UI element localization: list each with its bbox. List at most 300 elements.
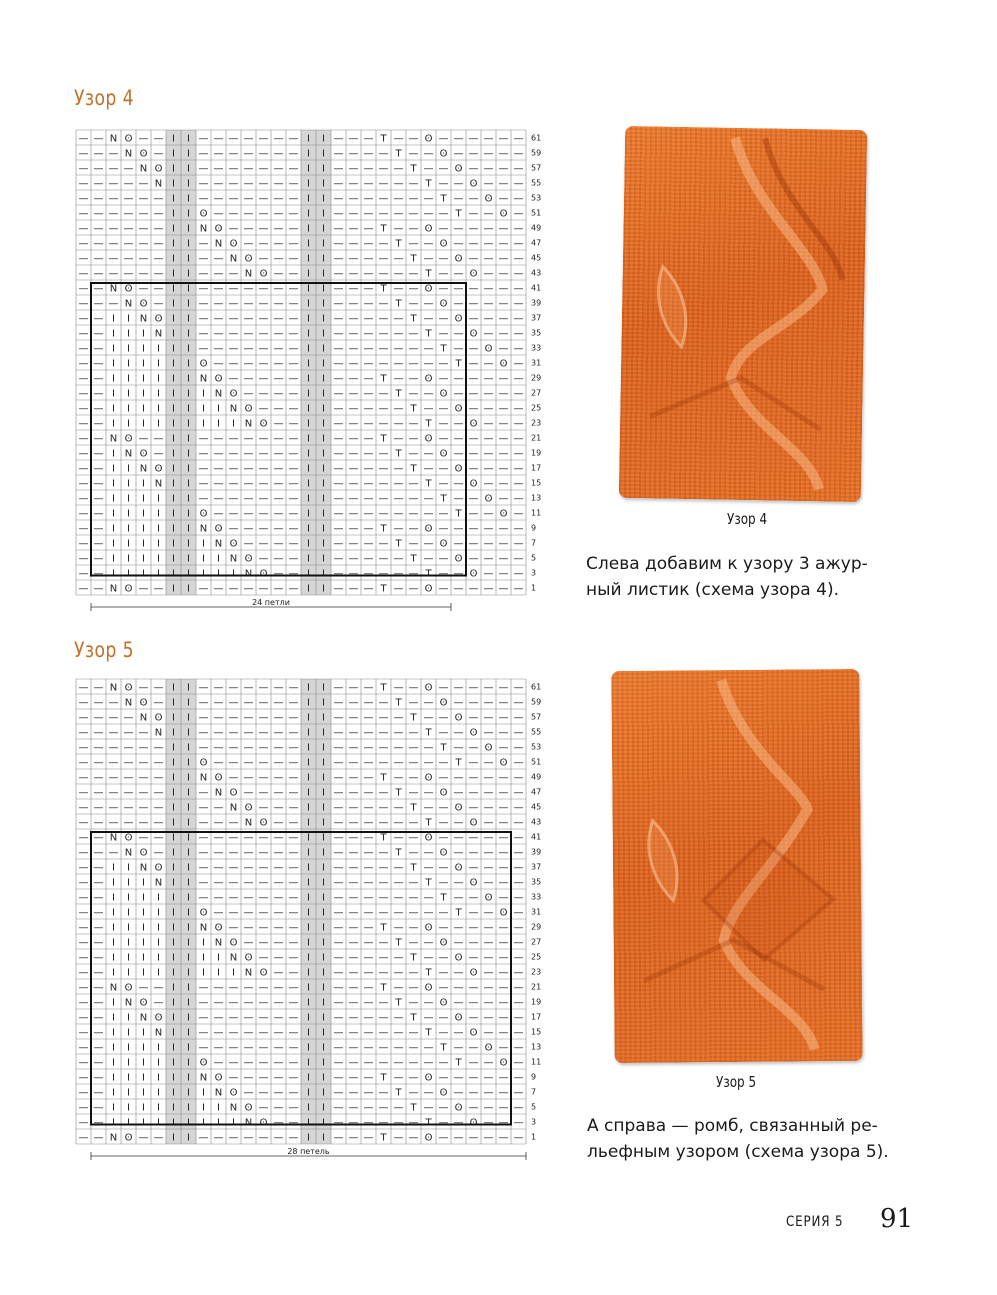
row-label: 21 [531, 982, 542, 992]
chart-symbol: I [172, 952, 175, 964]
chart-symbol: — [453, 568, 464, 580]
chart-symbol: — [453, 388, 464, 400]
chart-symbol: — [108, 268, 119, 280]
chart-symbol: — [498, 583, 509, 595]
chart-symbol: I [322, 772, 325, 784]
chart-symbol: T [380, 832, 387, 844]
chart-symbol: — [348, 358, 359, 370]
chart-symbol: — [453, 373, 464, 385]
chart-symbol: I [172, 727, 175, 739]
chart-symbol: I [157, 907, 160, 919]
chart-symbol: — [78, 223, 89, 235]
chart-symbol: I [187, 298, 190, 310]
chart-symbol: — [198, 283, 209, 295]
chart-symbol: — [393, 922, 404, 934]
chart-symbol: — [273, 133, 284, 145]
chart-symbol: I [307, 403, 310, 415]
chart-symbol: — [483, 538, 494, 550]
chart-symbol: — [468, 742, 479, 754]
chart-symbol: I [157, 1072, 160, 1084]
chart-symbol: — [93, 997, 104, 1009]
chart-symbol: — [273, 508, 284, 520]
chart-symbol: I [187, 922, 190, 934]
chart-symbol: ʘ [124, 283, 133, 295]
chart-symbol: — [273, 832, 284, 844]
chart-symbol: I [112, 538, 115, 550]
chart-symbol: — [513, 253, 524, 265]
chart-symbol: — [288, 328, 299, 340]
chart-symbol: — [363, 787, 374, 799]
chart-symbol: — [393, 862, 404, 874]
chart-symbol: I [187, 508, 190, 520]
chart-symbol: — [498, 1012, 509, 1024]
chart-symbol: — [483, 757, 494, 769]
chart-symbol: — [363, 373, 374, 385]
chart-symbol: — [378, 148, 389, 160]
chart-symbol: — [213, 757, 224, 769]
chart-symbol: — [93, 538, 104, 550]
row-label: 41 [531, 283, 542, 293]
chart-symbol: — [213, 802, 224, 814]
chart-symbol: — [273, 1042, 284, 1054]
chart-symbol: I [172, 1087, 175, 1099]
chart-symbol: I [187, 463, 190, 475]
chart-symbol: I [172, 223, 175, 235]
chart-symbol: I [157, 538, 160, 550]
chart-symbol: — [138, 193, 149, 205]
chart-symbol: — [108, 223, 119, 235]
chart-symbol: I [157, 937, 160, 949]
chart-symbol: — [153, 283, 164, 295]
chart-symbol: — [513, 727, 524, 739]
chart-symbol: I [307, 952, 310, 964]
chart-symbol: — [288, 997, 299, 1009]
chart-symbol: T [395, 448, 402, 460]
chart-symbol: — [93, 1117, 104, 1129]
chart-symbol: — [333, 208, 344, 220]
chart-symbol: — [228, 313, 239, 325]
chart-symbol: I [112, 922, 115, 934]
chart-symbol: — [198, 328, 209, 340]
chart-symbol: — [78, 583, 89, 595]
chart-symbol: — [363, 817, 374, 829]
chart-symbol: — [288, 358, 299, 370]
chart-symbol: I [142, 892, 145, 904]
chart-symbol: I [127, 493, 130, 505]
chart-symbol: — [408, 817, 419, 829]
chart-symbol: — [363, 922, 374, 934]
chart-symbol: — [228, 907, 239, 919]
chart-symbol: — [258, 1057, 269, 1069]
chart-symbol: — [258, 922, 269, 934]
chart-symbol: — [273, 802, 284, 814]
chart-symbol: — [498, 388, 509, 400]
chart-symbol: — [153, 817, 164, 829]
chart-symbol: ʘ [199, 358, 208, 370]
chart-symbol: — [348, 1132, 359, 1144]
chart-symbol: — [453, 493, 464, 505]
chart-symbol: — [93, 148, 104, 160]
chart-symbol: — [438, 328, 449, 340]
chart-symbol: I [322, 328, 325, 340]
chart-symbol: — [393, 583, 404, 595]
chart-symbol: — [483, 508, 494, 520]
row-label: 11 [531, 1057, 542, 1067]
chart-symbol: — [228, 343, 239, 355]
chart-symbol: — [273, 952, 284, 964]
chart-symbol: — [483, 163, 494, 175]
chart-symbol: — [198, 847, 209, 859]
chart-symbol: — [438, 313, 449, 325]
chart-symbol: — [408, 832, 419, 844]
chart-symbol: I [187, 253, 190, 265]
chart-symbol: — [228, 1132, 239, 1144]
chart-symbol: T [395, 238, 402, 250]
chart-symbol: — [498, 148, 509, 160]
chart-symbol: — [483, 373, 494, 385]
row-label: 3 [531, 568, 537, 578]
chart-symbol: — [393, 343, 404, 355]
chart-symbol: — [348, 313, 359, 325]
chart-symbol: — [78, 298, 89, 310]
chart-symbol: — [378, 937, 389, 949]
chart-symbol: — [483, 697, 494, 709]
chart-symbol: I [112, 493, 115, 505]
chart-symbol: — [258, 208, 269, 220]
chart-symbol: — [288, 433, 299, 445]
chart-symbol: I [157, 403, 160, 415]
chart-symbol: I [187, 283, 190, 295]
chart-symbol: — [348, 283, 359, 295]
chart-symbol: — [78, 1102, 89, 1114]
chart-symbol: — [348, 223, 359, 235]
chart-symbol: — [363, 163, 374, 175]
chart-symbol: — [273, 1117, 284, 1129]
chart-symbol: — [348, 952, 359, 964]
chart-symbol: I [307, 238, 310, 250]
chart-symbol: — [288, 1042, 299, 1054]
chart-symbol: — [468, 712, 479, 724]
chart-symbol: I [187, 583, 190, 595]
chart-symbol: — [228, 682, 239, 694]
chart-symbol: T [425, 727, 432, 739]
chart-symbol: — [153, 997, 164, 1009]
chart-symbol: — [408, 238, 419, 250]
chart-symbol: — [243, 697, 254, 709]
chart-symbol: — [513, 538, 524, 550]
chart-symbol: — [213, 1012, 224, 1024]
chart-symbol: — [468, 772, 479, 784]
chart-symbol: T [410, 163, 417, 175]
chart-symbol: — [93, 757, 104, 769]
chart-symbol: I [112, 1012, 115, 1024]
chart-symbol: — [258, 1102, 269, 1114]
chart-symbol: — [93, 1132, 104, 1144]
chart-symbol: — [288, 1087, 299, 1099]
chart-symbol: — [393, 1102, 404, 1114]
chart-symbol: — [363, 193, 374, 205]
chart-symbol: I [187, 877, 190, 889]
row-label: 21 [531, 433, 542, 443]
chart-symbol: — [483, 463, 494, 475]
chart-symbol: — [153, 298, 164, 310]
chart-symbol: — [258, 553, 269, 565]
chart-symbol: — [273, 757, 284, 769]
chart-symbol: ʘ [214, 1072, 223, 1084]
chart-symbol: — [408, 523, 419, 535]
chart-symbol: — [348, 148, 359, 160]
chart-symbol: I [187, 832, 190, 844]
chart-symbol: — [93, 712, 104, 724]
chart-symbol: I [142, 1042, 145, 1054]
chart-symbol: — [423, 952, 434, 964]
chart-symbol: I [172, 418, 175, 430]
chart-symbol: — [138, 772, 149, 784]
chart-symbol: — [243, 508, 254, 520]
chart-symbol: — [423, 508, 434, 520]
chart-symbol: — [258, 937, 269, 949]
chart-symbol: — [333, 148, 344, 160]
page-number: 91 [880, 1204, 914, 1234]
chart-symbol: — [258, 982, 269, 994]
chart-symbol: I [217, 967, 220, 979]
chart-symbol: — [288, 802, 299, 814]
row-label: 25 [531, 403, 542, 413]
chart-symbol: — [288, 493, 299, 505]
chart-symbol: — [363, 1012, 374, 1024]
chart-symbol: ʘ [124, 832, 133, 844]
chart-symbol: I [307, 997, 310, 1009]
chart-symbol: N [214, 538, 223, 550]
chart-symbol: — [123, 817, 134, 829]
chart-symbol: — [228, 982, 239, 994]
chart-symbol: — [423, 193, 434, 205]
chart-symbol: — [228, 997, 239, 1009]
chart-symbol: — [378, 343, 389, 355]
chart-symbol: — [258, 478, 269, 490]
chart-symbol: I [172, 967, 175, 979]
chart-symbol: — [288, 742, 299, 754]
chart-symbol: — [78, 523, 89, 535]
chart-symbol: — [213, 1027, 224, 1039]
chart-symbol: ʘ [424, 832, 433, 844]
chart-symbol: — [288, 523, 299, 535]
chart-symbol: — [513, 922, 524, 934]
chart-symbol: — [228, 922, 239, 934]
chart-symbol: I [217, 1102, 220, 1114]
chart-symbol: — [423, 553, 434, 565]
chart-symbol: — [513, 877, 524, 889]
chart-symbol: — [513, 1132, 524, 1144]
chart-symbol: — [468, 163, 479, 175]
chart-symbol: — [138, 682, 149, 694]
chart-symbol: I [172, 832, 175, 844]
chart-symbol: — [78, 508, 89, 520]
chart-symbol: — [93, 568, 104, 580]
chart-symbol: — [468, 952, 479, 964]
chart-symbol: — [348, 208, 359, 220]
chart-symbol: — [468, 757, 479, 769]
chart-symbol: T [440, 343, 447, 355]
chart-symbol: I [127, 1042, 130, 1054]
chart-symbol: — [258, 1072, 269, 1084]
chart-symbol: — [363, 313, 374, 325]
chart-symbol: — [453, 178, 464, 190]
chart-symbol: — [408, 418, 419, 430]
chart-symbol: — [438, 1117, 449, 1129]
chart-symbol: I [322, 937, 325, 949]
chart-symbol: — [198, 313, 209, 325]
chart-symbol: — [363, 847, 374, 859]
chart-symbol: — [333, 403, 344, 415]
chart-symbol: — [258, 343, 269, 355]
chart-symbol: — [288, 133, 299, 145]
row-label: 61 [531, 133, 542, 143]
chart-symbol: I [172, 358, 175, 370]
chart-symbol: — [288, 148, 299, 160]
chart-symbol: — [228, 283, 239, 295]
chart-symbol: — [243, 982, 254, 994]
chart-symbol: — [378, 1012, 389, 1024]
chart-symbol: — [243, 757, 254, 769]
chart-symbol: ʘ [139, 847, 148, 859]
chart-symbol: — [453, 982, 464, 994]
chart-symbol: — [93, 583, 104, 595]
chart-symbol: — [483, 712, 494, 724]
chart-symbol: — [498, 1132, 509, 1144]
chart-symbol: — [228, 493, 239, 505]
chart-symbol: I [112, 343, 115, 355]
chart-symbol: I [112, 1102, 115, 1114]
chart-symbol: I [142, 403, 145, 415]
chart-symbol: — [108, 757, 119, 769]
chart-symbol: I [112, 1042, 115, 1054]
chart-symbol: I [112, 403, 115, 415]
chart-symbol: — [228, 772, 239, 784]
chart-symbol: — [348, 238, 359, 250]
chart-symbol: — [288, 268, 299, 280]
chart-symbol: I [322, 448, 325, 460]
chart-symbol: — [423, 892, 434, 904]
chart-symbol: I [172, 328, 175, 340]
chart-symbol: — [378, 463, 389, 475]
chart-symbol: — [438, 523, 449, 535]
chart-symbol: I [187, 358, 190, 370]
chart-symbol: I [142, 373, 145, 385]
chart-symbol: ʘ [154, 712, 163, 724]
chart-symbol: — [243, 1012, 254, 1024]
chart-symbol: ʘ [199, 208, 208, 220]
chart-symbol: I [172, 343, 175, 355]
chart-symbol: — [378, 757, 389, 769]
chart-symbol: I [127, 313, 130, 325]
chart-symbol: — [288, 1072, 299, 1084]
chart-symbol: — [348, 1027, 359, 1039]
chart-symbol: I [187, 373, 190, 385]
chart-symbol: — [288, 757, 299, 769]
row-label: 17 [531, 1012, 542, 1022]
chart-symbol: I [127, 1102, 130, 1114]
chart-symbol: — [273, 373, 284, 385]
chart-symbol: — [513, 178, 524, 190]
chart-symbol: — [153, 772, 164, 784]
chart-symbol: — [453, 817, 464, 829]
chart-symbol: I [307, 358, 310, 370]
chart-symbol: I [307, 298, 310, 310]
chart-symbol: ʘ [499, 1057, 508, 1069]
chart-symbol: I [307, 493, 310, 505]
chart-symbol: ʘ [469, 478, 478, 490]
chart-symbol: — [228, 1072, 239, 1084]
chart-symbol: I [142, 523, 145, 535]
chart-symbol: — [138, 178, 149, 190]
row-label: 23 [531, 967, 542, 977]
chart-symbol: — [258, 583, 269, 595]
chart-symbol: — [498, 712, 509, 724]
chart-symbol: I [127, 1087, 130, 1099]
chart-symbol: — [468, 1042, 479, 1054]
chart-symbol: I [172, 1102, 175, 1114]
row-label: 17 [531, 463, 542, 473]
row-label: 35 [531, 328, 542, 338]
chart-symbol: — [93, 922, 104, 934]
chart-symbol: — [453, 523, 464, 535]
chart-symbol: ʘ [454, 1012, 463, 1024]
chart-symbol: — [453, 1042, 464, 1054]
chart-symbol: — [468, 538, 479, 550]
chart-symbol: T [410, 712, 417, 724]
chart-symbol: — [258, 712, 269, 724]
chart-symbol: — [228, 583, 239, 595]
chart-symbol: — [468, 373, 479, 385]
chart-symbol: I [172, 583, 175, 595]
row-label: 61 [531, 682, 542, 692]
chart-symbol: I [157, 508, 160, 520]
chart-symbol: — [513, 832, 524, 844]
chart-symbol: N [139, 463, 148, 475]
chart-symbol: — [213, 508, 224, 520]
chart-symbol: — [453, 832, 464, 844]
chart-symbol: — [348, 433, 359, 445]
chart-symbol: I [187, 1117, 190, 1129]
chart-symbol: — [348, 193, 359, 205]
chart-symbol: — [333, 328, 344, 340]
chart-symbol: I [172, 787, 175, 799]
chart-symbol: — [228, 448, 239, 460]
chart-symbol: — [378, 538, 389, 550]
chart-symbol: I [307, 373, 310, 385]
chart-symbol: — [378, 478, 389, 490]
chart-symbol: ʘ [214, 373, 223, 385]
chart-symbol: — [153, 223, 164, 235]
chart-symbol: — [228, 697, 239, 709]
chart-symbol: — [123, 238, 134, 250]
chart-symbol: ʘ [124, 1132, 133, 1144]
chart-symbol: — [93, 328, 104, 340]
chart-symbol: — [468, 253, 479, 265]
chart-symbol: I [187, 907, 190, 919]
chart-symbol: — [363, 697, 374, 709]
chart-symbol: — [513, 373, 524, 385]
chart-symbol: ʘ [424, 1072, 433, 1084]
chart-symbol: — [498, 313, 509, 325]
chart-symbol: ʘ [439, 697, 448, 709]
chart-symbol: I [187, 982, 190, 994]
chart-symbol: — [498, 967, 509, 979]
chart-symbol: — [513, 1072, 524, 1084]
chart-symbol: — [213, 712, 224, 724]
chart-symbol: — [258, 757, 269, 769]
